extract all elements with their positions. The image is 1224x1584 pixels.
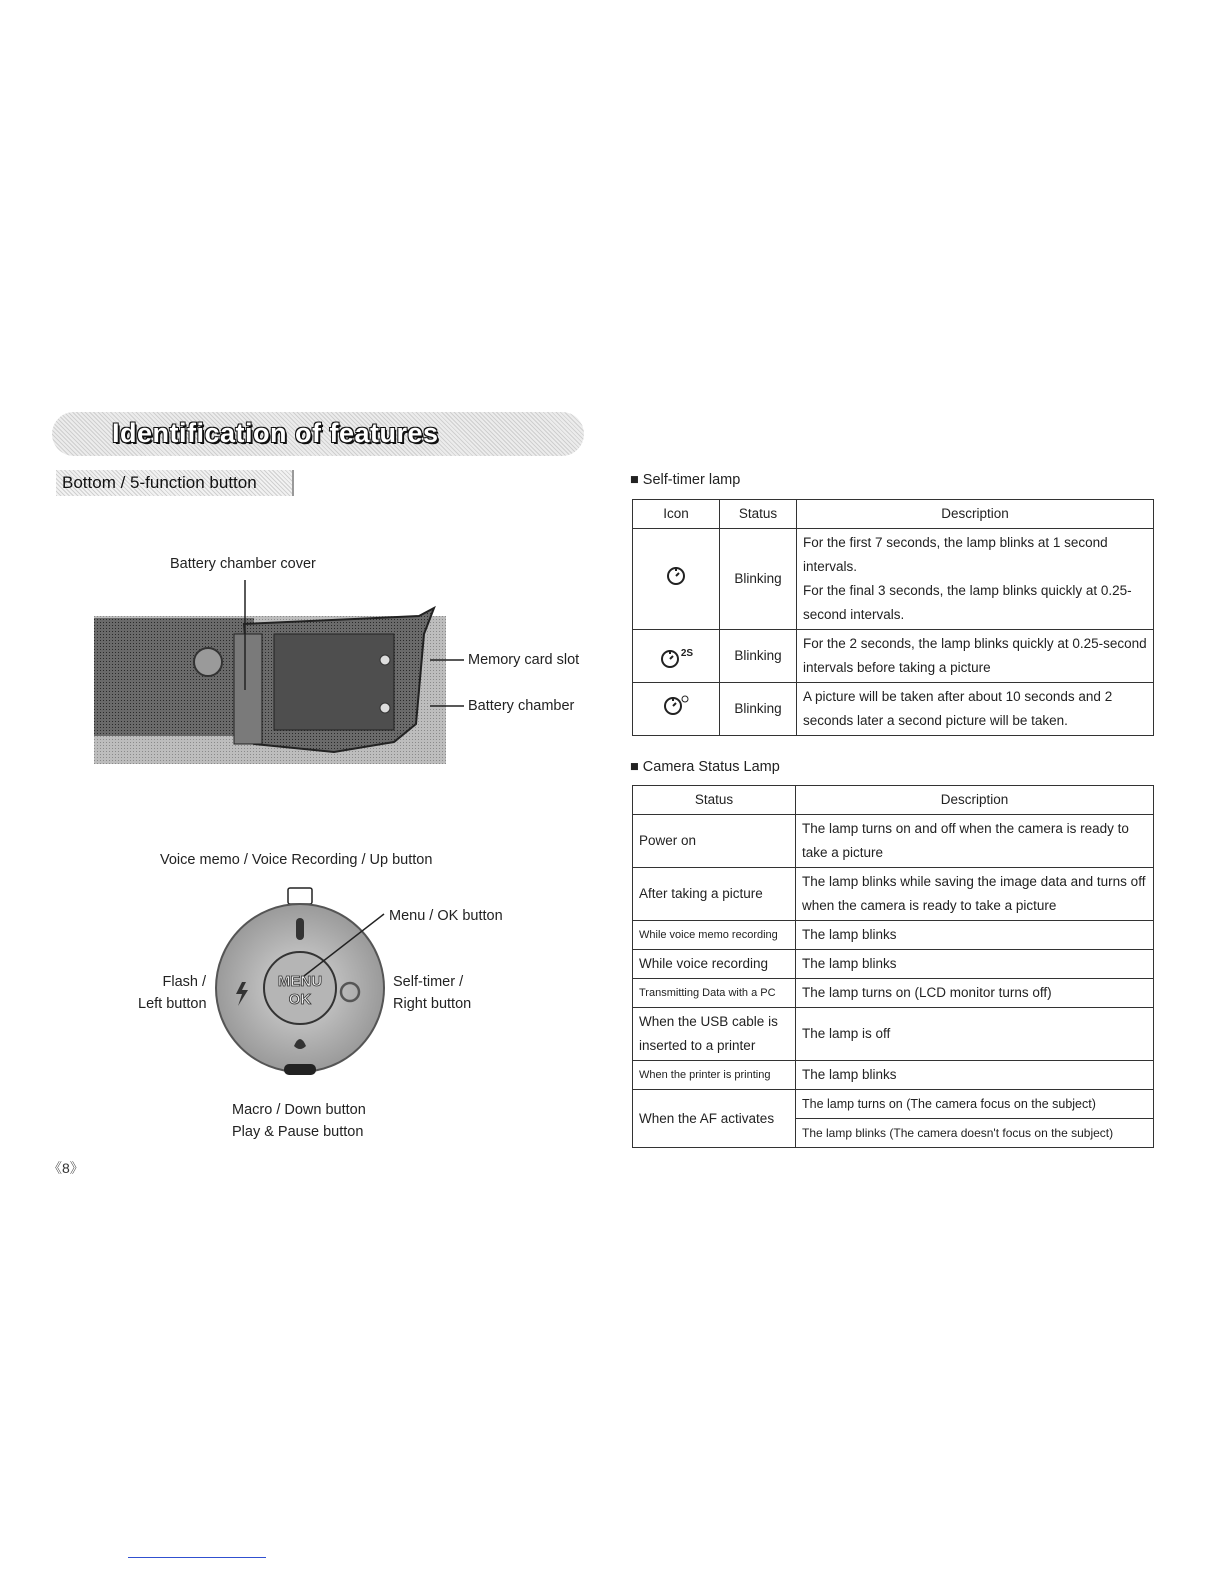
up-button-label: Voice memo / Voice Recording / Up button	[160, 852, 433, 868]
self-timer-label: Self-timer /	[393, 974, 464, 990]
table-row: When the printer is printing The lamp blinks	[633, 1061, 1154, 1090]
timer-double-icon	[633, 683, 720, 736]
table-row: Blinking A picture will be taken after about 10 seconds and 2 seconds later a second picture will be taken.	[633, 683, 1154, 736]
five-function-dial	[212, 886, 388, 1076]
voice-memo-icon	[288, 888, 312, 904]
timer-2s-icon: 2S	[633, 630, 720, 683]
microphone-icon	[296, 918, 304, 940]
col-status: Status	[633, 786, 796, 815]
macro-button-label: Macro / Down button	[232, 1102, 366, 1118]
table-row: When the USB cable is inserted to a printer The lamp is off	[633, 1008, 1154, 1061]
table-row: Power on The lamp turns on and off when the camera is ready to take a picture	[633, 815, 1154, 868]
self-timer-table	[632, 499, 1154, 736]
col-description: Description	[796, 786, 1154, 815]
right-button-label: Right button	[393, 996, 472, 1012]
timer-10s-icon	[633, 529, 720, 630]
col-status: Status	[720, 500, 797, 529]
table-row: Blinking For the first 7 seconds, the lamp blinks at 1 second intervals. For the final 3 seconds, the lamp blinks quickly at 0.25-second intervals.	[633, 529, 1154, 630]
section-subtitle: Bottom / 5-function button	[62, 473, 257, 492]
table-row: When the AF activates The lamp turns on (The camera focus on the subject)	[633, 1090, 1154, 1119]
flash-label: Flash /	[162, 974, 206, 990]
table-row: After taking a picture The lamp blinks while saving the image data and turns off when the camera is ready to take a picture	[633, 868, 1154, 921]
battery-chamber-label: Battery chamber	[468, 698, 575, 714]
self-timer-heading: ■ Self-timer lamp	[630, 472, 741, 488]
camera-status-table	[632, 785, 1154, 1148]
play-pause-icon	[284, 1064, 316, 1075]
table-row: $^{2S}$ Blinking For the 2 seconds, the lamp blinks quickly at 0.25-second intervals before taking a picture	[633, 630, 1154, 683]
memory-card-slot-label: Memory card slot	[468, 652, 580, 668]
table-row: Transmitting Data with a PC The lamp turns on (LCD monitor turns off)	[633, 979, 1154, 1008]
page-number: 《8》	[48, 1160, 84, 1176]
play-pause-label: Play & Pause button	[232, 1124, 364, 1140]
page-title: Identification of features	[112, 418, 439, 448]
menu-ok-label: Menu / OK button	[389, 908, 503, 924]
table-row: The lamp blinks (The camera doesn't focus on the subject)	[633, 1119, 1154, 1148]
table-row: While voice memo recording The lamp blinks	[633, 921, 1154, 950]
camera-status-heading: ■ Camera Status Lamp	[630, 759, 780, 775]
col-icon: Icon	[633, 500, 720, 529]
ok-text: OK	[288, 991, 312, 1008]
battery-cover-label: Battery chamber cover	[170, 556, 316, 572]
divider-line	[128, 1557, 266, 1558]
menu-text: MENU	[277, 973, 323, 990]
col-description: Description	[797, 500, 1154, 529]
table-row: While voice recording The lamp blinks	[633, 950, 1154, 979]
left-button-label: Left button	[138, 996, 207, 1012]
